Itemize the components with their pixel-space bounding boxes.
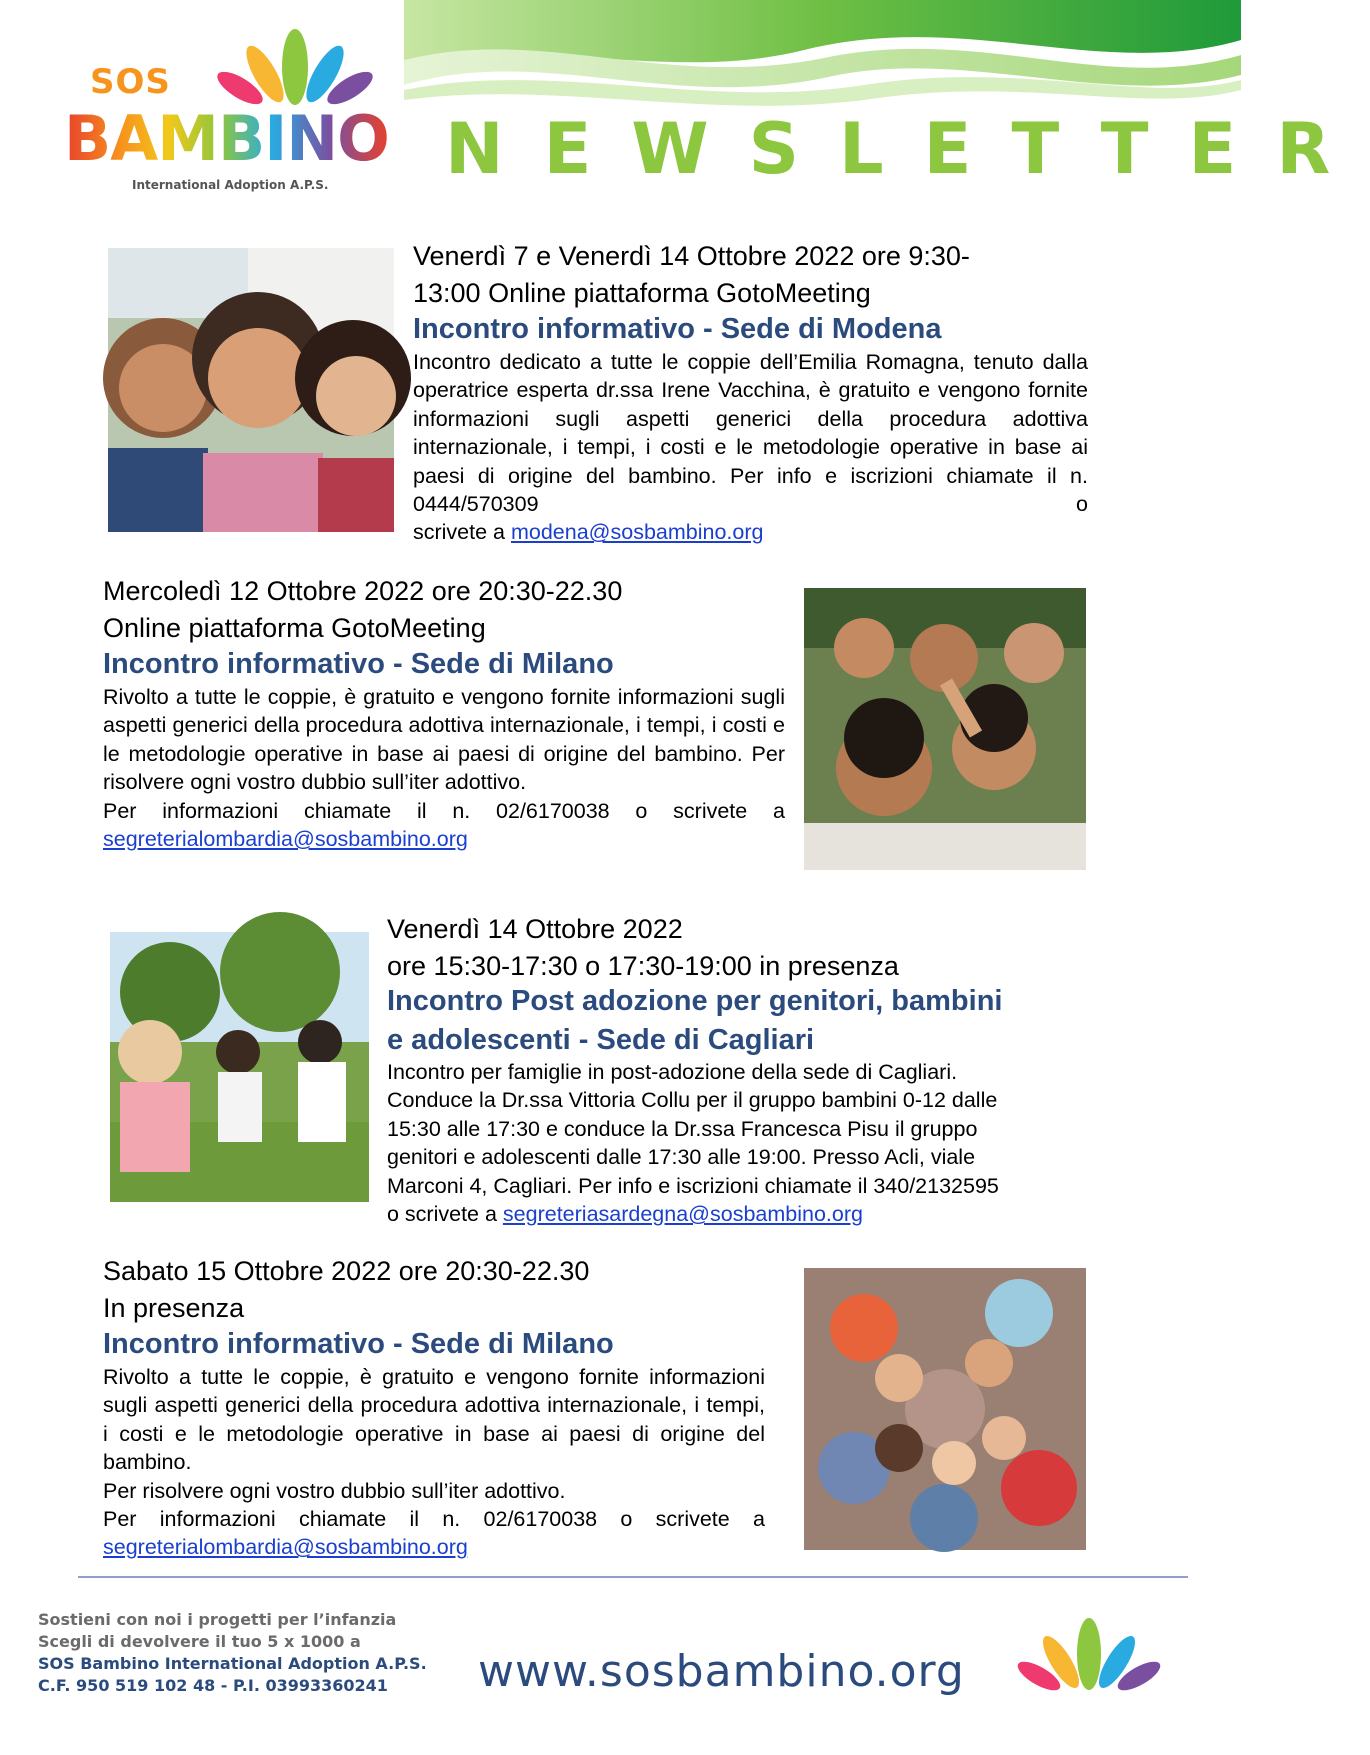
event-3-body [387,1058,1187,1228]
event-3-title-line-1: Incontro Post adozione per genitori, bambini [387,985,1003,1017]
header-wave-decoration [404,0,1241,110]
event-3-date [387,911,1167,985]
event-2-body [103,683,785,853]
flower-logo-icon [210,22,380,112]
event-3-date-line-1: Venerdì 14 Ottobre 2022 [387,914,683,944]
event-4-email-link[interactable]: segreterialombardia@sosbambino.org [103,1535,468,1560]
sos-bambino-logo [60,22,400,202]
event-2-date-line-1: Mercoledì 12 Ottobre 2022 ore 20:30-22.30 [103,576,623,606]
event-1-date-line-1: Venerdì 7 e Venerdì 14 Ottobre 2022 ore 9:30- [413,241,970,271]
event-1-description: Incontro dedicato a tutte le coppie dell’Emilia Romagna, tenuto dalla operatrice esperta dr.ssa Irene Vacchina, è gratuito e vengono fornite informazioni sugli aspetti generici della procedura adottiva internazionale, i tempi, i costi e le metodologie operative in base ai paesi di origine del bambino. Per info e iscrizioni chiamate il n. 0444/570309 o [413,350,1088,517]
footer-flower-logo-icon [1015,1610,1163,1700]
event-2-description: Rivolto a tutte le coppie, è gratuito e vengono fornite informazioni sugli aspetti generici della procedura adottiva internazionale, i tempi, i costi e le metodologie operative in base ai paesi di origine del bambino. Per risolvere ogni vostro dubbio sull’iter adottivo. [103,685,785,795]
event-4-contact-line: Per informazioni chiamate il n. 02/6170038 o scrivete a [103,1507,765,1532]
event-1-body [413,348,1088,547]
footer-line-2: Scegli di devolvere il tuo 5 x 1000 a [38,1632,361,1651]
event-2-email-link[interactable]: segreterialombardia@sosbambino.org [103,827,468,852]
footer-line-3: SOS Bambino International Adoption A.P.S. [38,1654,427,1673]
event-3-body-line-3: 15:30 alle 17:30 e conduce la Dr.ssa Francesca Pisu il gruppo [387,1116,978,1141]
event-4-body [103,1363,765,1562]
newsletter-title: NEWSLETTER [445,108,1370,190]
event-2-title: Incontro informativo - Sede di Milano [103,648,614,680]
event-1-contact [413,518,1088,546]
event-3-title-line-2: e adolescenti - Sede di Cagliari [387,1024,815,1056]
event-4-date-line-2: In presenza [103,1293,245,1323]
event-4-title: Incontro informativo - Sede di Milano [103,1328,614,1360]
logo-sos-letters: SOS [90,62,171,102]
event-3-title [387,982,1002,1060]
event-3-body-line-2: Conduce la Dr.ssa Vittoria Collu per il gruppo bambini 0-12 dalle [387,1088,998,1113]
event-4-photo [804,1268,1086,1550]
event-3-photo [110,932,369,1202]
event-2-date-line-2: Online piattaforma GotoMeeting [103,613,486,643]
event-1-title: Incontro informativo - Sede di Modena [413,313,942,345]
event-1-date [413,238,1113,312]
event-4-body-line-2: Per risolvere ogni vostro dubbio sull’iter adottivo. [103,1478,566,1503]
footer-website-link[interactable]: www.sosbambino.org [478,1646,965,1697]
footer-5x1000-text [38,1609,427,1697]
event-1-email-link[interactable]: modena@sosbambino.org [510,520,764,545]
footer-divider [78,1576,1188,1578]
event-3-body-line-1: Incontro per famiglie in post-adozione della sede di Cagliari. [387,1060,958,1084]
event-3-contact [387,1200,1187,1228]
event-1-photo [108,248,394,532]
event-3-body-line-4: genitori e adolescenti dalle 17:30 alle 19:00. Presso Acli, viale [387,1145,976,1170]
event-1-contact-prefix: scrivete a [413,520,511,545]
event-4-date [103,1253,803,1327]
event-3-body-line-5: Marconi 4, Cagliari. Per info e iscrizioni chiamate il 340/2132595 [387,1173,999,1198]
event-4-description: Rivolto a tutte le coppie, è gratuito e vengono fornite informazioni sugli aspetti generici della procedura adottiva internazionale, i tempi, i costi e le metodologie operative in base ai paesi di origine del bambino. [103,1365,765,1475]
event-4-date-line-1: Sabato 15 Ottobre 2022 ore 20:30-22.30 [103,1256,590,1286]
logo-sos-text [90,62,171,102]
event-2-photo [804,588,1086,870]
footer-line-1: Sostieni con noi i progetti per l’infanzia [38,1610,397,1629]
event-3-date-line-2: ore 15:30-17:30 o 17:30-19:00 in presenza [387,951,899,981]
event-3-contact-prefix: o scrivete a [387,1202,503,1227]
logo-bambino-text: BAMBINO [64,102,389,175]
event-1-date-line-2: 13:00 Online piattaforma GotoMeeting [413,278,871,308]
footer-line-4: C.F. 950 519 102 48 - P.I. 03993360241 [38,1676,388,1695]
logo-subtitle: International Adoption A.P.S. [132,178,329,192]
event-2-date [103,573,803,647]
event-3-email-link[interactable]: segreteriasardegna@sosbambino.org [502,1202,863,1227]
event-2-contact-line: Per informazioni chiamate il n. 02/6170038 o scrivete a [103,798,785,823]
